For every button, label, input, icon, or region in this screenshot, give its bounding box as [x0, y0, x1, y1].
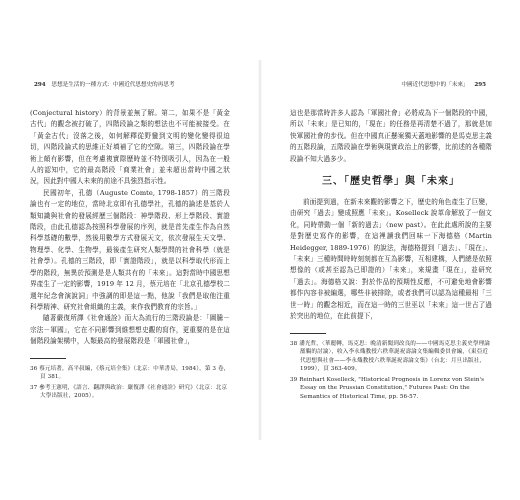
section-title: 三、「歷史哲學」與「未來」	[322, 176, 460, 188]
left-paragraph-3: 隨著嚴復所譯《社會通詮》而大為流行的三階段論是：「圖騰－宗法－軍國」，它在不同影響到維想想史觀的寫作，更重要的是在這個階段論架構中，人類最高的發展階段是「軍國社會」，	[30, 314, 230, 346]
right-page	[262, 0, 520, 500]
left-footnotes	[30, 365, 230, 401]
left-page-number: 294	[34, 82, 46, 88]
left-running-header	[30, 82, 175, 89]
left-page	[0, 0, 258, 500]
footnote-38: 38 潘光哲，〈華麗轉，馬克思：晚清新聞到改良的——中國馬克思主義史學理論濫觴的討論〉，收入李永熾教授六秩華誕祝壽論文集編輯委員會編，《東亞近代思想與社會——李永熾教授六秩華誕祝壽論文集》（台北：月旦出版社，1999），頁 363-409。	[290, 340, 490, 373]
right-page-number: 295	[474, 82, 486, 88]
footnote-37: 37 參考王憲明，《語言、翻譯與政治：嚴復譯《社會通詮》研究》（北京：北京大學出版社，2005）。	[30, 384, 228, 400]
footnote-36: 36 蔡元培著，高平叔編，《蔡元培全集》（北京：中華書局，1984），第 3 卷，頁 381。	[30, 365, 230, 381]
right-paragraph-2: 前面提到過，在新未來觀的影響之下，歷史的角色產生了巨變，由研究「過去」變成照應「未來」。Koselleck 說革命解放了一個文化，同時帶動一個「新的過去」（new past）。在此此處所說的主要是對歷史寫作的影響，在這裡讀我們回味一下海德格（Martin Heidegger, 1889-1976）的說法，海德格提到「過去」、「現在」、「未來」三種時間時時刻刻都在互為影響，互相建構，人們總是依照想像的（或甚至認為已即證的）「未來」，來規畫「現在」，並研究「過去」。海德格又說：對於作品的預期性反應，不可避免地會影響都作內容非被編選，哪些非被排除，或者我們可以認為這種最相「三世一時」的觀念相近，而在這一時的三世巫以「未來」這一世占了過於突出的地位，在此前提下，	[290, 198, 492, 321]
right-footnote-rule	[290, 333, 326, 334]
right-body	[290, 108, 492, 404]
left-running-title: 思想是生活的一種方式：中國近代思想史的再思考	[51, 82, 175, 88]
right-running-title: 中國近代思想中的「未來」	[401, 82, 469, 88]
left-paragraph-2: 民國初年，孔德（Auguste Comte, 1798-1857）的三階段論也有一定的地位，當時北京即有孔德學社，孔德的論述是基於人類知識與社會的發展經歷三個階段：神學階段、形上學階段、實證階段，由此孔德認為按照科學發展的序列，就是首先產生作為自然科學基礎的數學，然後用數學方式發展天文，依次發展生天文學、物理學、化學、生物學，最後產生研究人類學問的社會科學（就是社會學）。孔德的三階段，即「實證階段」，就是以科學取代形而上學的階段，無異於預測是是人類共有的「未來」。這對當時中國思想界產生了一定的影響，1919 年 12 月，蔡元培在「北京孔德學校二週年紀念會演說詞」中強調的即是這一點，他說「我們是取他注重科學精神、研究社會組織的主義，來作我們教育的宗旨。」	[30, 188, 230, 311]
right-footnotes	[290, 340, 492, 402]
right-paragraph-1: 這也是那當時許多人認為「軍國社會」必將成為下一個階段的中國，所以「未來」是已知的，「現在」的任務是再清楚不過了，那就是加快軍國社會的步伐。但在中國真正懸案獨天蓋地影響的是馬克思主義的五階段論，五階段論在學術與現實政治上的影響，比前述的各種階段論不知大過多少。	[290, 109, 492, 163]
left-body	[30, 108, 230, 403]
left-paragraph-1: (Conjectural history）的背景並無了解。第二，如果不是「黃金古代」的觀念被打破了，四階段論之類的想法也不可能被接受。在「黃金古代」沒落之後，如何解釋從野蠻到文明的變化變得很迫切，四階段論式的思維正好填補了它的空隙。第三，四階段論在學術上頗有影響，但在考慮複實際歷時並不特別吸引人，因為在一般人的認知中，它的最高階段「商業社會」並未超出當時中國之狀況，因此對中國人未來的前途不具強烈指示性。	[30, 109, 230, 186]
left-footnote-rule	[30, 358, 66, 359]
right-running-header	[401, 82, 490, 89]
footnote-39: 39 Reinhart Koselleck, "Historical Prognosis in Lorenz von Stein's Essay on the Prussian Constitution," Futures Past: On the Semantics of Historical Time, pp. 56-57.	[290, 376, 485, 401]
